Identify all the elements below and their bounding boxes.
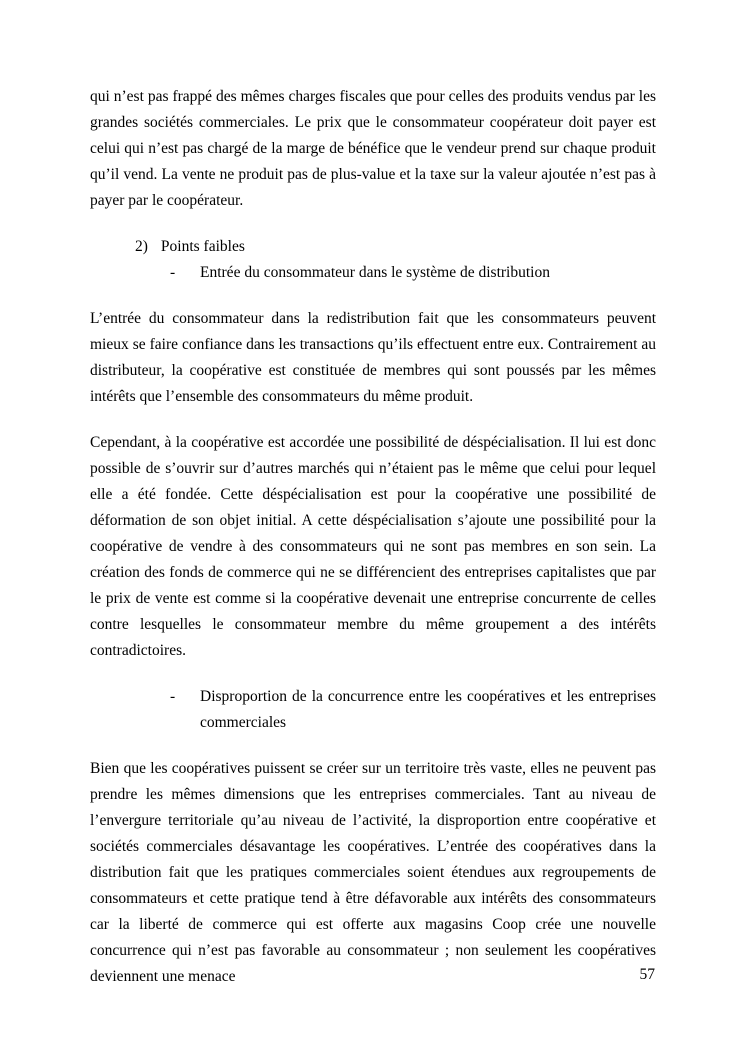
page-number: 57 bbox=[639, 966, 655, 983]
bullet-item-2 bbox=[90, 684, 656, 736]
bullet-dash: - bbox=[170, 688, 176, 705]
bullet-dash: - bbox=[170, 264, 176, 281]
bullet-text: Entrée du consommateur dans le système de distribution bbox=[200, 264, 550, 281]
page-content bbox=[90, 84, 656, 1010]
paragraph-2: L’entrée du consommateur dans la redistribution fait que les consommateurs peuvent mieux se faire confiance dans les transactions qu’ils effectuent entre eux. Contrairement au distributeur, la coopérative est constituée de membres qui sont poussés par les mêmes intérêts que l’ensemble des consommateurs du même produit. bbox=[90, 310, 656, 405]
paragraph-4: Bien que les coopératives puissent se créer sur un territoire très vaste, elles ne peuvent pas prendre les mêmes dimensions que les entreprises commerciales. Tant au niveau de l’envergure territoriale qu’au niveau de l’activité, la disproportion entre coopérative et sociétés commerciales désavantage les coopératives. L’entrée des coopératives dans la distribution fait que les pratiques commerciales soient étendues aux regroupements de consommateurs et cette pratique tend à être défavorable aux intérêts des consommateurs car la liberté de commerce qui est offerte aux magasins Coop crée une nouvelle concurrence qui n’est pas favorable au consommateur ; non seulement les coopératives deviennent une menace bbox=[90, 760, 656, 985]
numbered-heading bbox=[90, 234, 656, 260]
heading-number: 2) bbox=[135, 238, 148, 255]
bullet-text: Disproportion de la concurrence entre les coopératives et les entreprises commerciales bbox=[200, 688, 656, 731]
heading-label: Points faibles bbox=[160, 238, 245, 255]
paragraph-3: Cependant, à la coopérative est accordée une possibilité de déspécialisation. Il lui est donc possible de s’ouvrir sur d’autres marchés qui n’étaient pas le même que celui pour lequel elle a été fondée. Cette déspécialisation est pour la coopérative une possibilité de déformation de son objet initial. A cette déspécialisation s’ajoute une possibilité pour la coopérative de vendre à des consommateurs qui ne sont pas membres en son sein. La création des fonds de commerce qui ne se différencient des entreprises capitalistes que par le prix de vente est comme si la coopérative devenait une entreprise concurrente de celles contre lesquelles le consommateur membre du même groupement a des intérêts contradictoires. bbox=[90, 434, 656, 659]
paragraph-1: qui n’est pas frappé des mêmes charges fiscales que pour celles des produits vendus par les grandes sociétés commerciales. Le prix que le consommateur coopérateur doit payer est celui qui n’est pas chargé de la marge de bénéfice que le vendeur prend sur chaque produit qu’il vend. La vente ne produit pas de plus-value et la taxe sur la valeur ajoutée n’est pas à payer par le coopérateur. bbox=[90, 88, 656, 209]
bullet-item-1 bbox=[90, 260, 656, 286]
